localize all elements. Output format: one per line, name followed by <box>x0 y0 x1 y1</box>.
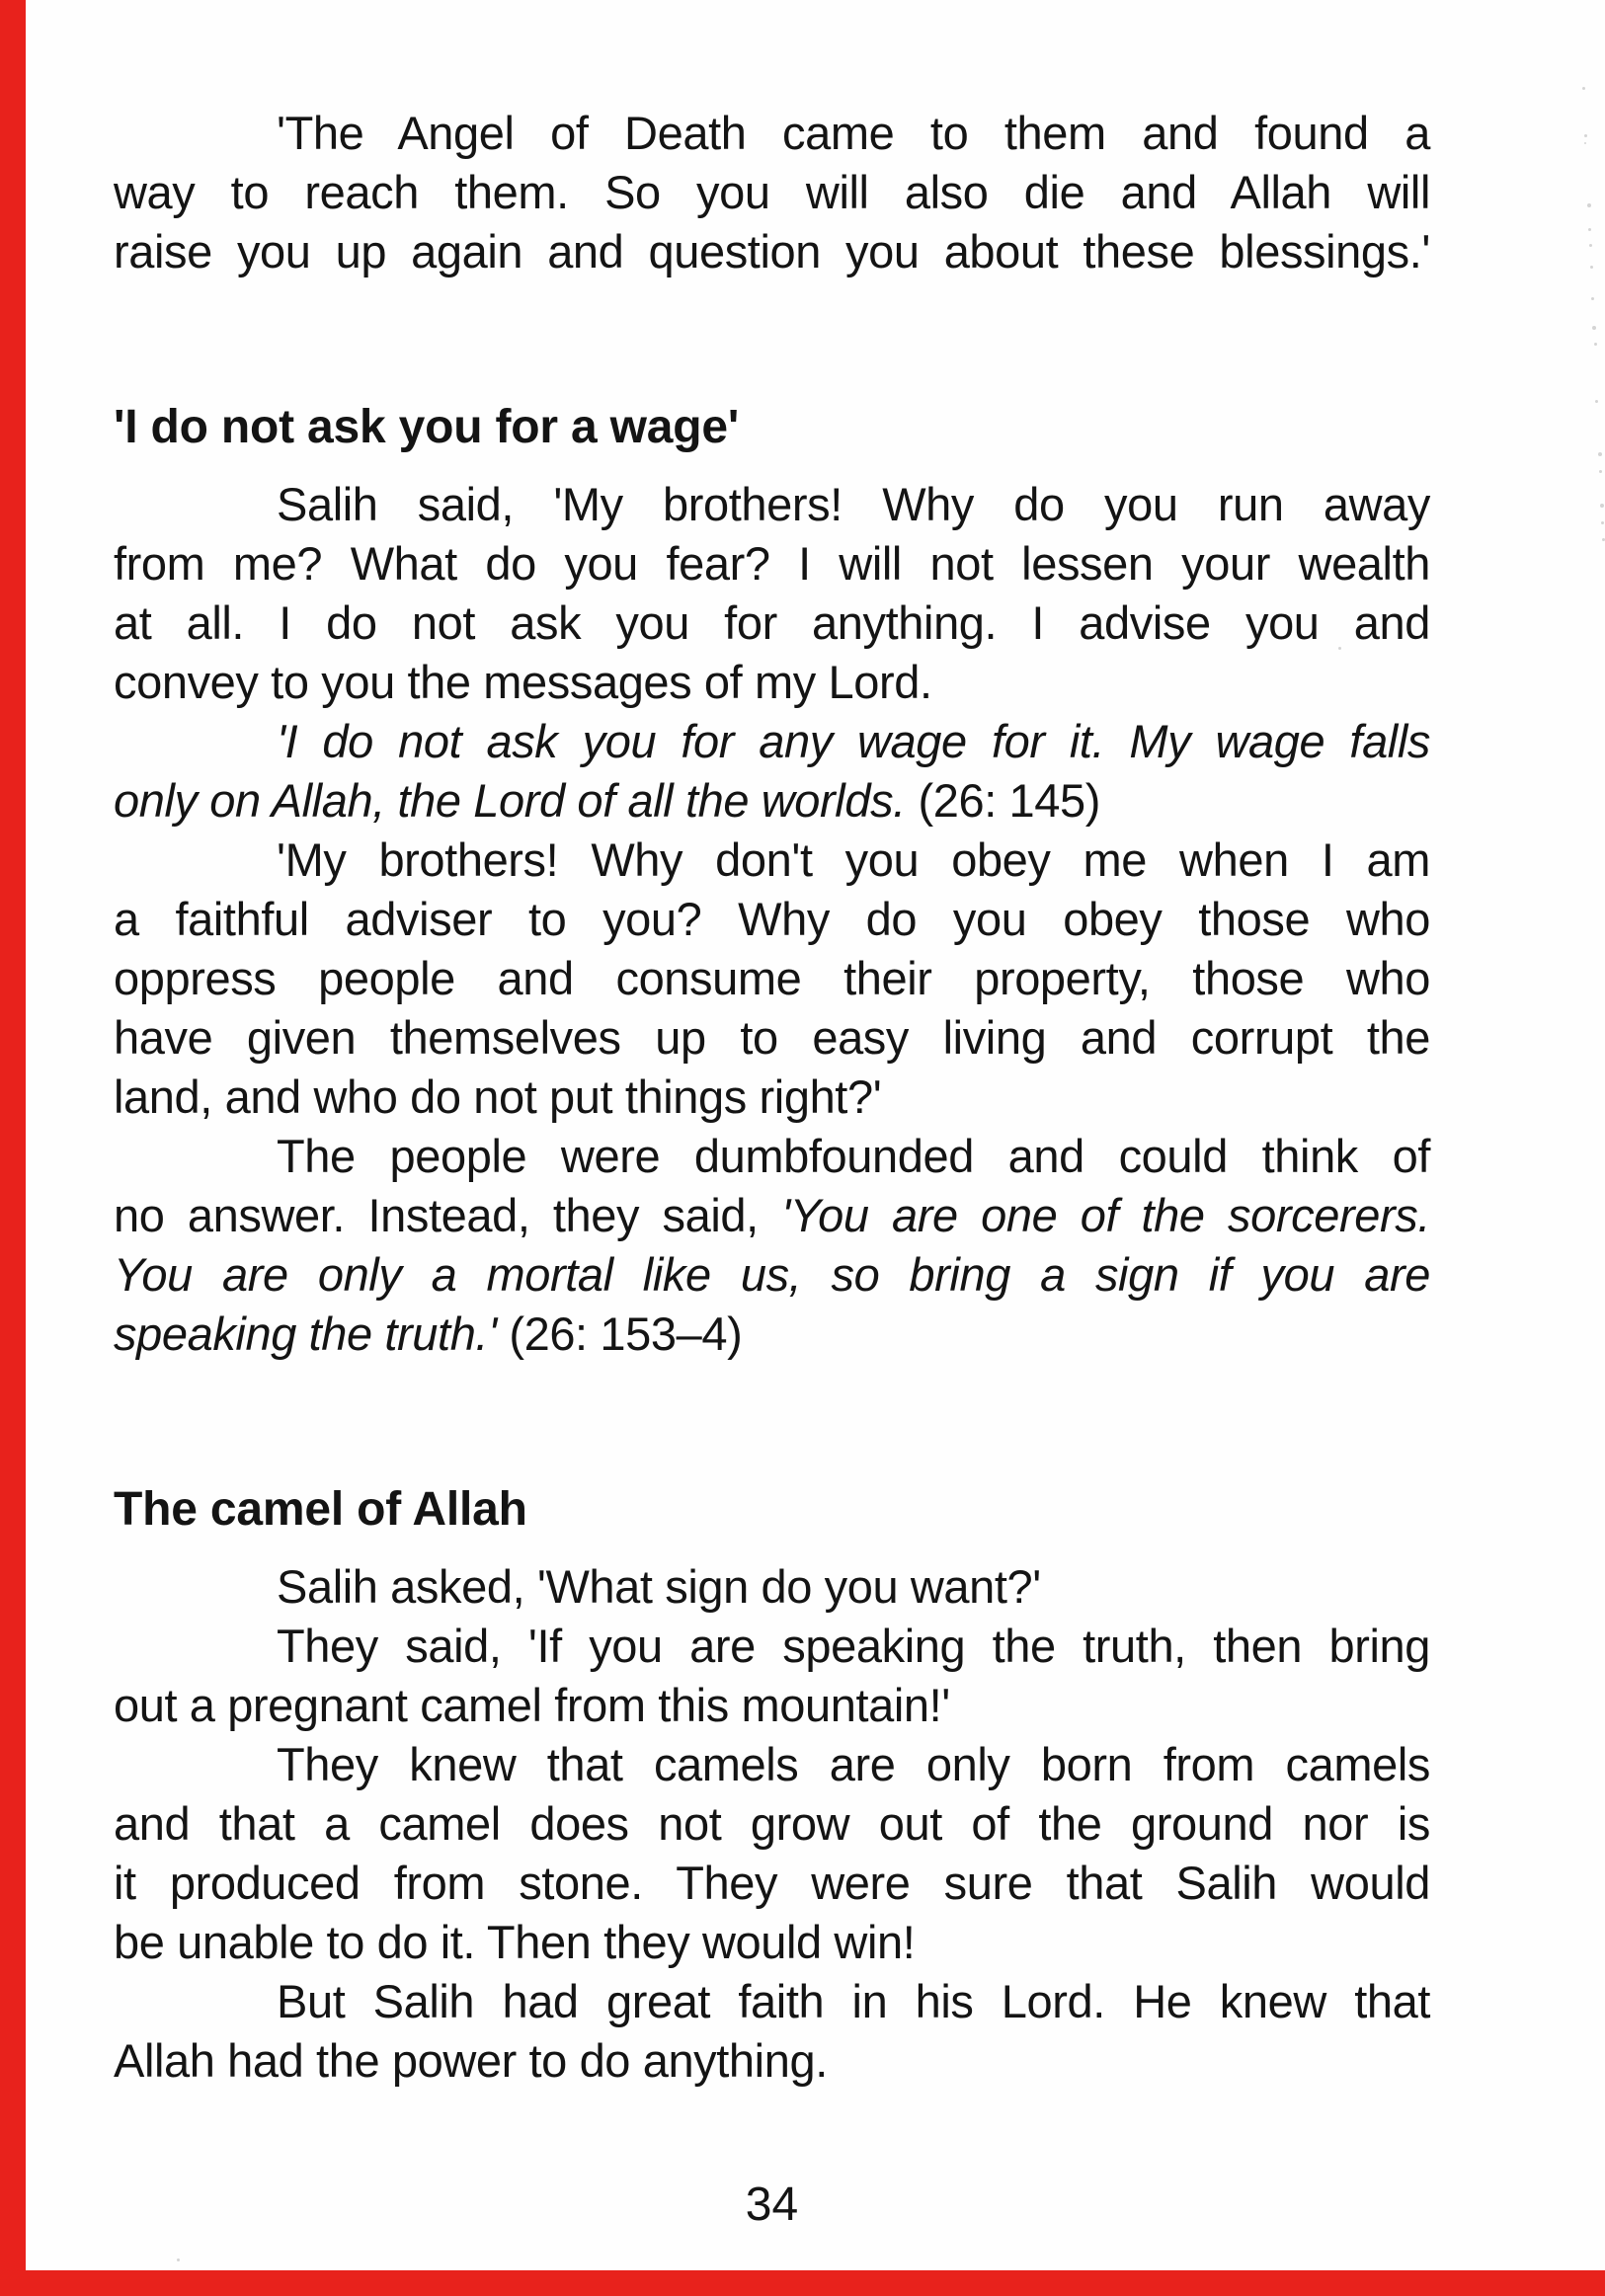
text-line <box>114 1794 1430 1854</box>
text-segment: land, and who do not put things right?' <box>114 1070 882 1123</box>
section-heading: The camel of Allah <box>114 1483 527 1536</box>
text-line <box>114 1127 1430 1186</box>
text-segment: They said, 'If you are speaking the truth, then bring <box>277 1620 1430 1672</box>
section-heading: 'I do not ask you for a wage' <box>114 401 740 453</box>
quote-italic-segment: 'You are one of the sorcerers. <box>781 1189 1430 1241</box>
text-line <box>114 1735 1430 1794</box>
text-line <box>114 1068 1430 1127</box>
text-segment: raise you up again and question you about these blessings.' <box>114 225 1430 277</box>
text-line <box>114 712 1430 771</box>
text-block <box>114 104 1430 2235</box>
text-line <box>114 534 1430 594</box>
paragraph <box>114 1735 1430 1972</box>
text-segment: Allah had the power to do anything. <box>114 2034 828 2087</box>
text-line <box>114 653 1430 712</box>
text-segment: Salih said, 'My brothers! Why do you run away <box>277 478 1430 530</box>
paragraph <box>114 1557 1430 1617</box>
text-segment: out a pregnant camel from this mountain!' <box>114 1679 950 1731</box>
text-segment: 'The Angel of Death came to them and found a <box>277 107 1430 159</box>
text-segment: it produced from stone. They were sure that Salih would <box>114 1857 1430 1909</box>
text-line <box>114 949 1430 1008</box>
red-edge-left <box>0 0 26 2296</box>
text-line <box>114 1008 1430 1068</box>
text-line <box>114 594 1430 653</box>
text-segment: from me? What do you fear? I will not lessen your wealth <box>114 537 1430 590</box>
red-edge-bottom <box>0 2270 1605 2296</box>
text-line <box>114 1617 1430 1676</box>
text-line <box>114 1305 1430 1364</box>
text-line <box>114 1186 1430 1245</box>
text-line <box>114 222 1430 281</box>
text-segment: (26: 153–4) <box>509 1307 743 1360</box>
scan-speck <box>1582 87 1585 90</box>
paragraph <box>114 1617 1430 1735</box>
scan-speck <box>1584 134 1587 137</box>
text-segment: be unable to do it. Then they would win! <box>114 1916 916 1968</box>
text-segment: But Salih had great faith in his Lord. He knew that <box>277 1975 1430 2027</box>
text-line <box>114 1245 1430 1305</box>
quote-italic-segment: 'I do not ask you for any wage for it. My wage falls <box>277 715 1430 767</box>
scan-speck <box>1594 343 1597 346</box>
scan-speck <box>1600 504 1604 508</box>
quote-italic-segment: You are only a mortal like us, so bring a sign if you are <box>114 1248 1430 1301</box>
scan-speck <box>1595 400 1598 403</box>
text-segment: convey to you the messages of my Lord. <box>114 656 932 708</box>
scan-speck <box>1601 521 1604 524</box>
paragraph <box>114 1127 1430 1364</box>
text-line <box>114 890 1430 949</box>
scan-speck <box>1592 326 1596 330</box>
text-segment: at all. I do not ask you for anything. I advise you and <box>114 596 1430 649</box>
text-segment: way to reach them. So you will also die and Allah will <box>114 166 1430 218</box>
text-line <box>114 1854 1430 1913</box>
paragraph <box>114 104 1430 281</box>
scan-speck <box>177 2258 180 2261</box>
text-line <box>114 104 1430 163</box>
text-segment: have given themselves up to easy living and corrupt the <box>114 1011 1430 1064</box>
text-segment: a faithful adviser to you? Why do you obey those who <box>114 893 1430 945</box>
text-line <box>114 1676 1430 1735</box>
scan-speck <box>1589 244 1592 247</box>
scan-speck <box>1591 297 1594 300</box>
text-segment: 'My brothers! Why don't you obey me when I am <box>277 833 1430 886</box>
text-line <box>114 771 1430 831</box>
text-segment: The people were dumbfounded and could think of <box>277 1130 1430 1182</box>
text-line <box>114 2031 1430 2091</box>
text-line <box>114 163 1430 222</box>
text-line <box>114 475 1430 534</box>
text-segment: no answer. Instead, they said, <box>114 1189 782 1241</box>
paragraph <box>114 831 1430 1127</box>
paragraph <box>114 475 1430 712</box>
scan-speck <box>1590 266 1593 269</box>
scan-speck <box>1598 452 1602 456</box>
text-segment: (26: 145) <box>905 774 1101 827</box>
text-line <box>114 1557 1430 1617</box>
scan-speck <box>1588 228 1591 231</box>
text-line <box>114 1972 1430 2031</box>
text-line <box>114 1913 1430 1972</box>
text-line <box>114 831 1430 890</box>
quote-italic-segment: speaking the truth.' <box>114 1307 510 1360</box>
paragraph <box>114 1972 1430 2091</box>
page-number: 34 <box>745 2178 799 2231</box>
scan-speck <box>1584 142 1586 144</box>
quote-italic-segment: only on Allah, the Lord of all the worlds. <box>114 774 906 827</box>
scan-speck <box>1599 470 1602 473</box>
text-segment: oppress people and consume their property, those who <box>114 952 1430 1004</box>
scan-speck <box>1587 203 1591 207</box>
text-segment: Salih asked, 'What sign do you want?' <box>277 1560 1041 1613</box>
paragraph <box>114 712 1430 831</box>
text-segment: and that a camel does not grow out of the ground nor is <box>114 1797 1430 1850</box>
text-segment: They knew that camels are only born from camels <box>277 1738 1430 1790</box>
